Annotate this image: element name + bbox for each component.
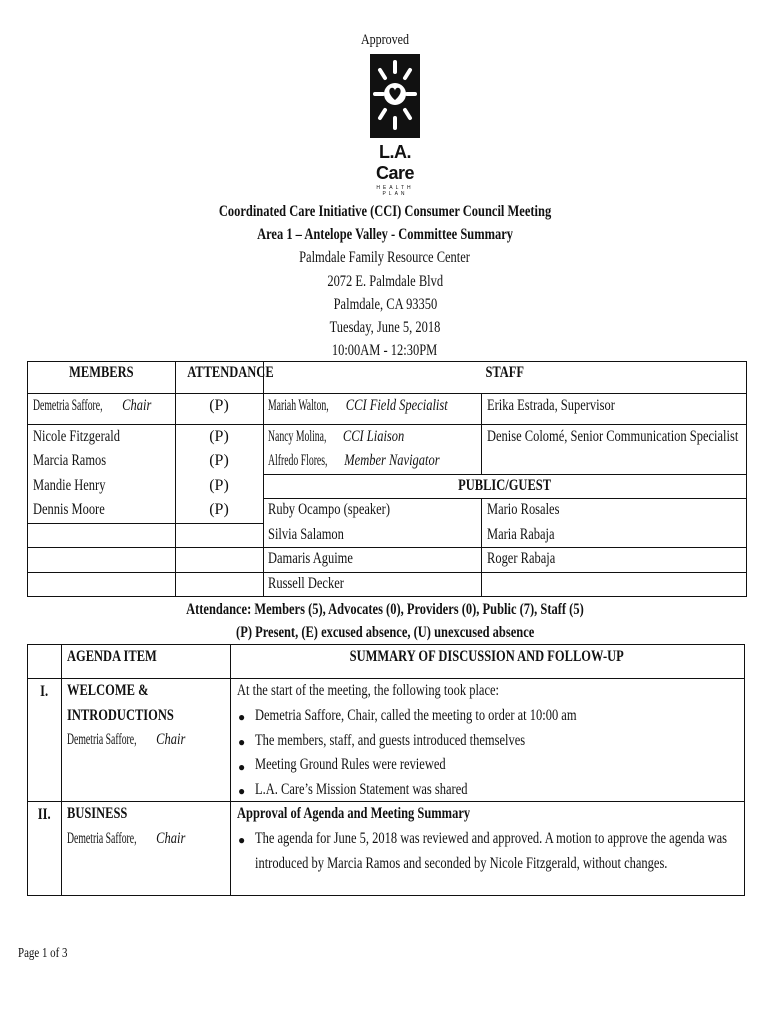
summary-bullet-continued: introduced by Marcia Ramos and seconded by Nicole Fitzgerald, without changes. bbox=[255, 854, 668, 872]
attendance-legend: (P) Present, (E) excused absence, (U) unexcused absence bbox=[235, 624, 535, 641]
meeting-address-line2: Palmdale, CA 93350 bbox=[333, 295, 437, 313]
summary-bullet: Demetria Saffore, Chair, called the meeting to order at 10:00 am bbox=[255, 707, 577, 724]
logo-subtitle: HEALTH PLAN bbox=[376, 185, 414, 197]
member-attendance: (P) bbox=[209, 452, 229, 469]
attendance-header: ATTENDANCE bbox=[187, 364, 274, 381]
page-number: Page 1 of 3 bbox=[18, 946, 68, 961]
summary-bullet: Meeting Ground Rules were reviewed bbox=[255, 756, 446, 773]
guest-name: Silvia Salamon bbox=[268, 526, 344, 543]
meeting-date: Tuesday, June 5, 2018 bbox=[329, 319, 441, 337]
member-attendance: (P) bbox=[209, 397, 229, 414]
member-name: Demetria Saffore,Chair bbox=[33, 397, 152, 414]
guest-name: Damaris Aguime bbox=[268, 550, 353, 567]
agenda-item-number: I. bbox=[40, 683, 48, 700]
agenda-item-title: BUSINESS Demetria Saffore,Chair bbox=[67, 805, 186, 847]
guest-name: Ruby Ocampo (speaker) bbox=[268, 501, 390, 518]
agenda-item-title: WELCOME & INTRODUCTIONS Demetria Saffore,Chair bbox=[67, 682, 186, 748]
agenda-item-number: II. bbox=[37, 806, 51, 823]
summary-bullet: L.A. Care’s Mission Statement was shared bbox=[255, 780, 468, 798]
staff-header: STAFF bbox=[485, 364, 525, 381]
logo-wordmark: L.A. Care bbox=[375, 142, 415, 183]
meeting-title: Coordinated Care Initiative (CCI) Consumer Council Meeting bbox=[218, 203, 552, 220]
guest-name: Maria Rabaja bbox=[487, 526, 555, 543]
meeting-heading bbox=[0, 200, 770, 362]
meeting-time: 10:00AM - 12:30PM bbox=[332, 342, 438, 360]
approved-label: Approved bbox=[361, 32, 409, 48]
meeting-subtitle: Area 1 – Antelope Valley - Committee Summary bbox=[257, 226, 513, 244]
guest-name: Mario Rosales bbox=[487, 501, 560, 518]
la-care-logo bbox=[364, 54, 426, 197]
summary-section-title: Approval of Agenda and Meeting Summary bbox=[237, 805, 471, 822]
meeting-address-line1: 2072 E. Palmdale Blvd bbox=[327, 272, 443, 290]
agenda-item-summary bbox=[237, 679, 573, 704]
staff-name: Mariah Walton,CCI Field Specialist bbox=[268, 397, 448, 414]
public-guest-header: PUBLIC/GUEST bbox=[458, 477, 552, 494]
bullet-icon: ● bbox=[238, 784, 246, 798]
member-name: Mandie Henry bbox=[33, 477, 106, 494]
guest-name: Russell Decker bbox=[268, 575, 344, 592]
member-name: Marcia Ramos bbox=[33, 452, 107, 469]
staff-name: Alfredo Flores,Member Navigator bbox=[268, 452, 440, 469]
member-name: Dennis Moore bbox=[33, 501, 105, 518]
guest-name: Roger Rabaja bbox=[487, 550, 556, 567]
summary-bullets bbox=[255, 704, 667, 802]
bullet-icon: ● bbox=[238, 735, 246, 749]
bullet-icon: ● bbox=[238, 760, 246, 774]
summary-bullet: The agenda for June 5, 2018 was reviewed and approved. A motion to approve the agenda was bbox=[255, 830, 728, 847]
agenda-item-summary bbox=[237, 802, 536, 827]
members-header: MEMBERS bbox=[68, 364, 134, 381]
member-attendance: (P) bbox=[209, 428, 229, 445]
agenda-item-header: AGENDA ITEM bbox=[67, 648, 157, 665]
sun-heart-icon bbox=[370, 54, 420, 138]
member-attendance: (P) bbox=[209, 477, 229, 494]
staff-name: Nancy Molina,CCI Liaison bbox=[268, 428, 405, 445]
attendance-counts: Attendance: Members (5), Advocates (0), Providers (0), Public (7), Staff (5) bbox=[186, 601, 584, 618]
staff-name: Denise Colomé, Senior Communication Specialist bbox=[487, 428, 739, 445]
summary-bullets bbox=[255, 827, 770, 876]
summary-header: SUMMARY OF DISCUSSION AND FOLLOW-UP bbox=[349, 648, 625, 665]
meeting-location: Palmdale Family Resource Center bbox=[299, 249, 471, 267]
bullet-icon: ● bbox=[238, 710, 246, 724]
member-name: Nicole Fitzgerald bbox=[33, 428, 120, 445]
attendance-summary bbox=[0, 598, 770, 644]
bullet-icon: ● bbox=[238, 833, 246, 847]
summary-intro: At the start of the meeting, the following took place: bbox=[237, 682, 500, 699]
summary-bullet: The members, staff, and guests introduced themselves bbox=[255, 731, 526, 749]
staff-name: Erika Estrada, Supervisor bbox=[487, 397, 615, 414]
member-attendance: (P) bbox=[209, 501, 229, 518]
